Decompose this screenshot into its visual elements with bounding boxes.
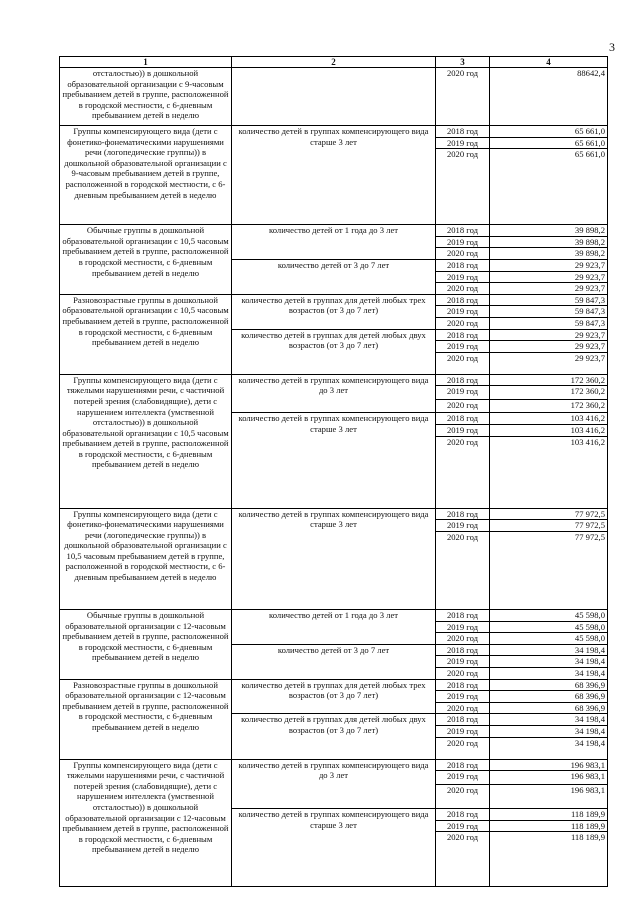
group-description: Обычные группы в дошкольной образовательной организации с 12-часовым пребыванием детей в группе, расположенной в городской местности, с 6-дневным пребыванием детей в неделю <box>60 610 232 680</box>
year-cell: 2018 год <box>436 644 490 656</box>
table-row <box>60 126 608 138</box>
year-cell: 2020 год <box>436 832 490 887</box>
value-cell: 39 898,2 <box>490 225 608 237</box>
year-cell: 2018 год <box>436 809 490 821</box>
header-col-1: 1 <box>60 57 232 68</box>
value-cell: 172 360,2 <box>490 400 608 413</box>
value-cell: 68 396,9 <box>490 702 608 714</box>
year-cell: 2018 год <box>436 759 490 771</box>
table-row <box>60 508 608 520</box>
value-cell: 29 923,7 <box>490 283 608 295</box>
value-cell: 196 983,1 <box>490 785 608 809</box>
indicator-cell: количество детей в группах компенсирующего вида до 3 лет <box>232 759 436 809</box>
header-row <box>60 57 608 68</box>
year-cell: 2019 год <box>436 341 490 353</box>
header-col-2: 2 <box>232 57 436 68</box>
year-cell: 2020 год <box>436 785 490 809</box>
indicator-cell <box>232 68 436 126</box>
year-cell: 2019 год <box>436 386 490 400</box>
value-cell: 34 198,4 <box>490 726 608 738</box>
year-cell: 2018 год <box>436 714 490 726</box>
value-cell: 29 923,7 <box>490 341 608 353</box>
value-cell: 196 983,1 <box>490 759 608 771</box>
year-cell: 2020 год <box>436 317 490 329</box>
group-description: Разновозрастные группы в дошкольной образовательной организации с 12-часовым пребыванием детей в группе, расположенной в городской местности, с 6-дневным пребыванием детей в неделю <box>60 679 232 759</box>
value-cell: 68 396,9 <box>490 679 608 691</box>
header-col-3: 3 <box>436 57 490 68</box>
group-description: Разновозрастные группы в дошкольной образовательной организации с 10,5 часовым пребыванием детей в группе, расположенной в городской местности, с 6-дневным пребыванием детей в неделю <box>60 294 232 374</box>
value-cell: 65 661,0 <box>490 126 608 138</box>
indicator-cell: количество детей в группах компенсирующего вида старше 3 лет <box>232 413 436 508</box>
group-description: Группы компенсирующего вида (дети с фонетико-фонематическими нарушениями речи (логопедические группы)) в дошкольной образовательной организации с 10,5 часовым пребыванием детей в группе, расположенной в городской местности, с 6-дневным пребыванием детей в неделю <box>60 508 232 610</box>
indicator-cell: количество детей в группах компенсирующего вида старше 3 лет <box>232 508 436 610</box>
group-description: Обычные группы в дошкольной образовательной организации с 10,5 часовым пребыванием детей в группе, расположенной в городской местности, с 6-дневным пребыванием детей в неделю <box>60 225 232 295</box>
year-cell: 2019 год <box>436 726 490 738</box>
value-cell: 29 923,7 <box>490 329 608 341</box>
value-cell: 29 923,7 <box>490 352 608 374</box>
indicator-cell: количество детей от 1 года до 3 лет <box>232 225 436 260</box>
year-cell: 2019 год <box>436 306 490 318</box>
year-cell: 2018 год <box>436 294 490 306</box>
value-cell: 29 923,7 <box>490 271 608 283</box>
table-row <box>60 610 608 622</box>
year-cell: 2018 год <box>436 225 490 237</box>
group-description: Группы компенсирующего вида (дети с фонетико-фонематическими нарушениями речи (логопедические группы)) в дошкольной образовательной организации с 9-часовым пребыванием детей в группе, расположенной в городской местности, с 6-дневным пребыванием детей в неделю <box>60 126 232 225</box>
year-cell: 2020 год <box>436 68 490 126</box>
value-cell: 34 198,4 <box>490 714 608 726</box>
value-cell: 65 661,0 <box>490 149 608 225</box>
year-cell: 2018 год <box>436 413 490 425</box>
table-row <box>60 225 608 237</box>
table-row <box>60 679 608 691</box>
group-description: Группы компенсирующего вида (дети с тяжелыми нарушениями речи, с частичной потерей зрения (слабовидящие), дети с нарушением интеллекта (умственной отсталостью)) в дошкольной образовательной организации с 10,5 часовым пребыванием детей в группе, расположенной в городской местности, с 6-дневным пребыванием детей в неделю <box>60 374 232 508</box>
value-cell: 118 189,9 <box>490 809 608 821</box>
value-cell: 39 898,2 <box>490 248 608 260</box>
value-cell: 118 189,9 <box>490 820 608 832</box>
year-cell: 2018 год <box>436 329 490 341</box>
group-description: Группы компенсирующего вида (дети с тяжелыми нарушениями речи, с частичной потерей зрения (слабовидящие), дети с нарушением интеллекта (умственной отсталостью)) в дошкольной образовательной организации с 12-часовым пребыванием детей в группе, расположенной в городской местности, с 6-дневным пребыванием детей в неделю <box>60 759 232 887</box>
table-row <box>60 68 608 126</box>
year-cell: 2019 год <box>436 771 490 785</box>
value-cell: 77 972,5 <box>490 520 608 532</box>
year-cell: 2020 год <box>436 668 490 680</box>
year-cell: 2020 год <box>436 702 490 714</box>
page-number: 3 <box>609 40 615 54</box>
value-cell: 59 847,3 <box>490 294 608 306</box>
indicator-cell: количество детей в группах для детей любых трех возрастов (от 3 до 7 лет) <box>232 679 436 714</box>
year-cell: 2019 год <box>436 691 490 703</box>
year-cell: 2018 год <box>436 679 490 691</box>
indicator-cell: количество детей от 3 до 7 лет <box>232 644 436 679</box>
value-cell: 172 360,2 <box>490 386 608 400</box>
value-cell: 34 198,4 <box>490 668 608 680</box>
year-cell: 2020 год <box>436 532 490 610</box>
year-cell: 2020 год <box>436 400 490 413</box>
value-cell: 103 416,2 <box>490 413 608 425</box>
year-cell: 2019 год <box>436 137 490 149</box>
year-cell: 2019 год <box>436 520 490 532</box>
value-cell: 34 198,4 <box>490 656 608 668</box>
year-cell: 2019 год <box>436 820 490 832</box>
year-cell: 2020 год <box>436 149 490 225</box>
value-cell: 88642,4 <box>490 68 608 126</box>
indicator-cell: количество детей в группах компенсирующего вида до 3 лет <box>232 374 436 413</box>
tariff-table <box>59 56 608 887</box>
year-cell: 2018 год <box>436 126 490 138</box>
year-cell: 2018 год <box>436 610 490 622</box>
year-cell: 2019 год <box>436 621 490 633</box>
value-cell: 118 189,9 <box>490 832 608 887</box>
table-row <box>60 759 608 771</box>
year-cell: 2020 год <box>436 436 490 508</box>
indicator-cell: количество детей в группах для детей любых двух возрастов (от 3 до 7 лет) <box>232 329 436 374</box>
year-cell: 2018 год <box>436 508 490 520</box>
value-cell: 103 416,2 <box>490 424 608 436</box>
indicator-cell: количество детей от 1 года до 3 лет <box>232 610 436 645</box>
indicator-cell: количество детей в группах для детей любых трех возрастов (от 3 до 7 лет) <box>232 294 436 329</box>
value-cell: 103 416,2 <box>490 436 608 508</box>
value-cell: 45 598,0 <box>490 610 608 622</box>
table-row <box>60 374 608 386</box>
year-cell: 2020 год <box>436 352 490 374</box>
value-cell: 45 598,0 <box>490 621 608 633</box>
value-cell: 77 972,5 <box>490 508 608 520</box>
value-cell: 45 598,0 <box>490 633 608 645</box>
value-cell: 172 360,2 <box>490 374 608 386</box>
indicator-cell: количество детей от 3 до 7 лет <box>232 259 436 294</box>
value-cell: 196 983,1 <box>490 771 608 785</box>
year-cell: 2019 год <box>436 271 490 283</box>
header-col-4: 4 <box>490 57 608 68</box>
value-cell: 29 923,7 <box>490 259 608 271</box>
year-cell: 2020 год <box>436 737 490 759</box>
year-cell: 2018 год <box>436 374 490 386</box>
year-cell: 2019 год <box>436 424 490 436</box>
indicator-cell: количество детей в группах для детей любых двух возрастов (от 3 до 7 лет) <box>232 714 436 759</box>
value-cell: 39 898,2 <box>490 236 608 248</box>
value-cell: 68 396,9 <box>490 691 608 703</box>
year-cell: 2019 год <box>436 236 490 248</box>
value-cell: 34 198,4 <box>490 737 608 759</box>
value-cell: 59 847,3 <box>490 306 608 318</box>
year-cell: 2020 год <box>436 248 490 260</box>
table-row <box>60 294 608 306</box>
value-cell: 77 972,5 <box>490 532 608 610</box>
indicator-cell: количество детей в группах компенсирующего вида старше 3 лет <box>232 126 436 225</box>
value-cell: 34 198,4 <box>490 644 608 656</box>
value-cell: 65 661,0 <box>490 137 608 149</box>
year-cell: 2020 год <box>436 633 490 645</box>
value-cell: 59 847,3 <box>490 317 608 329</box>
year-cell: 2018 год <box>436 259 490 271</box>
year-cell: 2019 год <box>436 656 490 668</box>
year-cell: 2020 год <box>436 283 490 295</box>
group-description: отсталостью)) в дошкольной образовательной организации с 9-часовым пребыванием детей в группе, расположенной в городской местности, с 6-дневным пребыванием детей в неделю <box>60 68 232 126</box>
indicator-cell: количество детей в группах компенсирующего вида старше 3 лет <box>232 809 436 887</box>
